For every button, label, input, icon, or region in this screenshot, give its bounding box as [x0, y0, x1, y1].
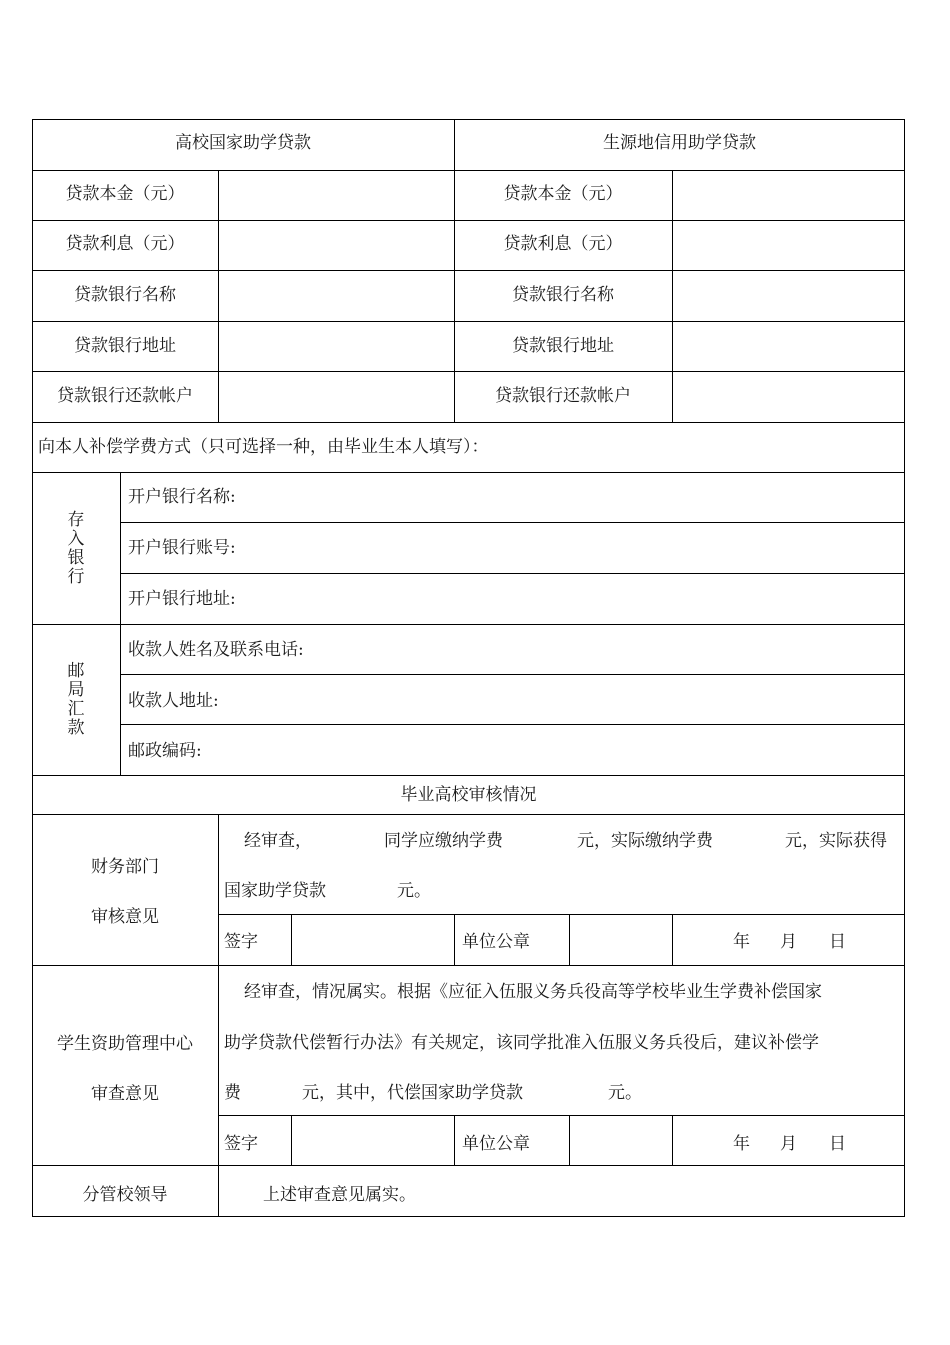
- rule: [32, 624, 905, 625]
- rule: [218, 1115, 905, 1116]
- rule: [32, 371, 905, 372]
- rule: [32, 775, 905, 776]
- rule: [120, 522, 905, 523]
- subsidy-application-form: [32, 119, 905, 1217]
- center-sign-label: 签字: [224, 1134, 258, 1154]
- rule: [291, 1115, 292, 1166]
- finance-text-part: 同学应缴纳学费: [384, 831, 503, 851]
- rule: [32, 321, 905, 322]
- rule: [672, 914, 673, 965]
- rule: [32, 422, 905, 423]
- rule: [454, 119, 455, 422]
- rule: [672, 170, 673, 422]
- center-opinion-label-1: 学生资助管理中心: [57, 1034, 193, 1054]
- postal-remittance-label: 邮局汇款: [67, 661, 85, 738]
- center-text-part: 元，其中，代偿国家助学贷款: [302, 1083, 523, 1103]
- rule: [32, 119, 905, 120]
- finance-opinion-label-1: 财务部门: [91, 857, 159, 877]
- bank-account-field: 开户银行账号:: [128, 538, 236, 558]
- source-loan-interest-label: 贷款利息（元）: [503, 234, 623, 254]
- bank-address-field: 开户银行地址:: [128, 589, 236, 609]
- rule: [218, 914, 905, 915]
- header-national-loan: 高校国家助学贷款: [175, 133, 311, 153]
- center-text-line-1: 经审查，情况属实。根据《应征入伍服义务兵役高等学校毕业生学费补偿国家: [244, 982, 822, 1002]
- center-date-day: 日: [829, 1134, 846, 1154]
- rule: [120, 573, 905, 574]
- rule: [454, 914, 455, 965]
- loan-principal-label: 贷款本金（元）: [65, 184, 185, 204]
- rule: [32, 814, 905, 815]
- leader-opinion-text: 上述审查意见属实。: [263, 1185, 416, 1205]
- finance-sign-label: 签字: [224, 932, 258, 952]
- loan-bank-name-label: 贷款银行名称: [74, 285, 176, 305]
- rule: [218, 170, 219, 422]
- rule: [120, 472, 121, 775]
- source-loan-principal-label: 贷款本金（元）: [503, 184, 623, 204]
- center-opinion-label-2: 审查意见: [91, 1084, 159, 1104]
- loan-bank-address-label: 贷款银行地址: [74, 336, 176, 356]
- rule: [454, 1115, 455, 1166]
- center-text-part: 费: [224, 1083, 241, 1103]
- header-source-loan: 生源地信用助学贷款: [603, 133, 756, 153]
- rule: [32, 472, 905, 473]
- finance-text-part: 元，实际缴纳学费: [577, 831, 713, 851]
- source-loan-repayment-account-label: 贷款银行还款帐户: [495, 386, 631, 406]
- finance-opinion-label-2: 审核意见: [91, 907, 159, 927]
- finance-date-day: 日: [829, 932, 846, 952]
- finance-date-month: 月: [780, 932, 797, 952]
- rule: [32, 270, 905, 271]
- rule: [32, 965, 905, 966]
- finance-text-part: 元。: [397, 881, 431, 901]
- payee-address-field: 收款人地址:: [128, 691, 219, 711]
- rule: [32, 220, 905, 221]
- center-text-part: 元。: [608, 1083, 642, 1103]
- bank-deposit-label: 存入银行: [67, 510, 85, 587]
- center-date-year: 年: [733, 1134, 750, 1154]
- finance-text-part: 元，实际获得: [785, 831, 887, 851]
- bank-name-field: 开户银行名称:: [128, 487, 236, 507]
- center-seal-label: 单位公章: [462, 1134, 530, 1154]
- rule: [291, 914, 292, 965]
- rule: [569, 1115, 570, 1166]
- source-loan-bank-address-label: 贷款银行地址: [512, 336, 614, 356]
- rule: [672, 1115, 673, 1166]
- finance-date-year: 年: [733, 932, 750, 952]
- loan-repayment-account-label: 贷款银行还款帐户: [57, 386, 193, 406]
- rule: [120, 724, 905, 725]
- postal-code-field: 邮政编码:: [128, 741, 202, 761]
- leader-label: 分管校领导: [82, 1185, 168, 1205]
- finance-text-part: 经审查，: [244, 831, 312, 851]
- source-loan-bank-name-label: 贷款银行名称: [512, 285, 614, 305]
- rule: [904, 119, 905, 1217]
- compensation-method-title: 向本人补偿学费方式（只可选择一种，由毕业生本人填写）：: [38, 437, 489, 457]
- rule: [218, 814, 219, 1216]
- finance-seal-label: 单位公章: [462, 932, 530, 952]
- rule: [32, 1216, 905, 1217]
- review-section-title: 毕业高校审核情况: [400, 785, 537, 805]
- loan-interest-label: 贷款利息（元）: [65, 234, 185, 254]
- rule: [120, 674, 905, 675]
- rule: [32, 1165, 905, 1166]
- center-date-month: 月: [780, 1134, 797, 1154]
- center-text-line-2: 助学贷款代偿暂行办法》有关规定，该同学批准入伍服义务兵役后，建议补偿学: [224, 1033, 819, 1053]
- finance-text-part: 国家助学贷款: [224, 881, 326, 901]
- rule: [32, 170, 905, 171]
- rule: [569, 914, 570, 965]
- payee-name-phone-field: 收款人姓名及联系电话:: [128, 640, 304, 660]
